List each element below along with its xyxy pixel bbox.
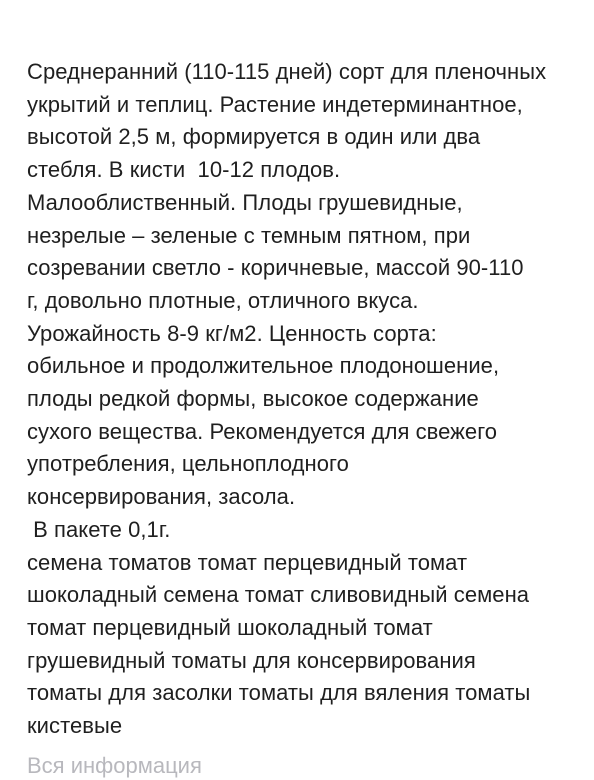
- description-line: Урожайность 8-9 кг/м2. Ценность сорта:: [27, 320, 437, 346]
- description-line: сухого вещества. Рекомендуется для свежего: [27, 418, 498, 444]
- description-line: томат перцевидный шоколадный томат: [27, 614, 433, 640]
- description-line: консервирования, засола.: [27, 484, 296, 510]
- product-description: [27, 56, 587, 743]
- description-line: незрелые – зеленые с темным пятном, при: [27, 222, 471, 248]
- description-line: употребления, цельноплодного: [27, 451, 349, 477]
- description-line: Среднеранний (110-115 дней) сорт для пленочных: [27, 59, 547, 84]
- description-line: созревании светло - коричневые, массой 90-110: [27, 255, 524, 281]
- description-line: укрытий и теплиц. Растение индетерминантное,: [27, 91, 523, 117]
- description-line: томаты для засолки томаты для вяления томаты: [27, 680, 531, 706]
- description-line: кистевые: [27, 713, 123, 739]
- more-info-link[interactable]: Вся информация: [27, 753, 202, 778]
- description-line: г, довольно плотные, отличного вкуса.: [27, 287, 419, 313]
- description-line: плоды редкой формы, высокое содержание: [27, 386, 479, 412]
- description-line: стебля. В кисти 10-12 плодов.: [27, 157, 341, 183]
- description-line: обильное и продолжительное плодоношение,: [27, 353, 500, 379]
- description-line: В пакете 0,1г.: [27, 516, 171, 542]
- description-line: Малооблиственный. Плоды грушевидные,: [27, 189, 463, 215]
- description-line: грушевидный томаты для консервирования: [27, 647, 476, 673]
- description-line: шоколадный семена томат сливовидный семена: [27, 582, 530, 608]
- description-line: высотой 2,5 м, формируется в один или два: [27, 124, 481, 150]
- description-line: семена томатов томат перцевидный томат: [27, 549, 468, 575]
